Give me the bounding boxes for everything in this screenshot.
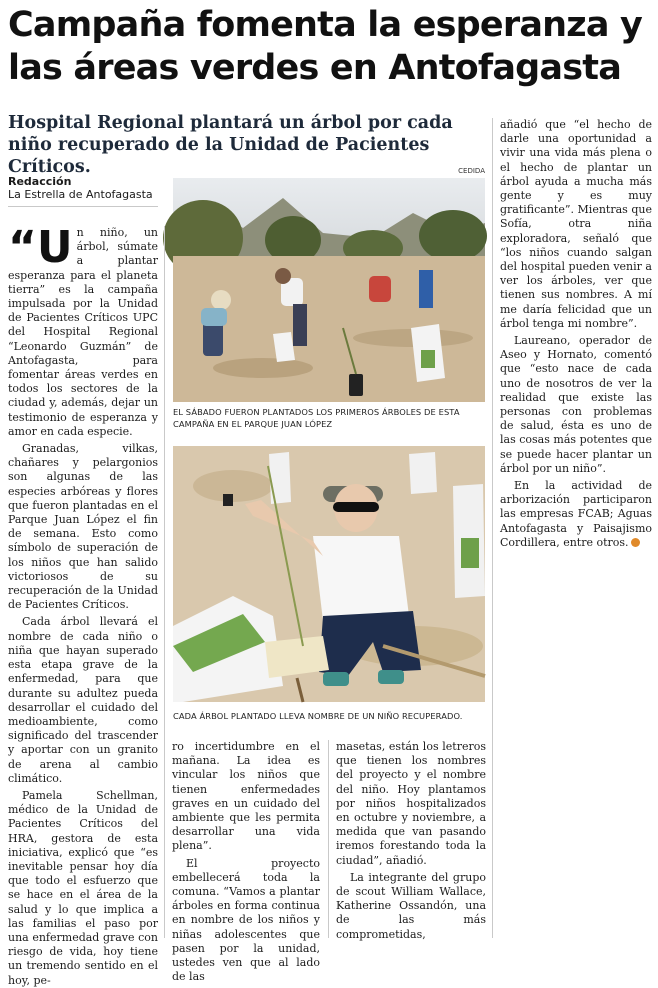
author-name: Redacción bbox=[8, 175, 72, 188]
dropcap: “U bbox=[8, 222, 73, 273]
paragraph: “U n niño, un árbol, súmate a plantar esperanza para el planeta tierra” es la campaña impulsada por la Unidad de Pacientes Críticos UPC del Hospital Regional “Leonardo Guzmán” de Antofagasta, para fomentar áreas verdes en todos los sectores de la ciudad y, además, dejar un testimonio de esperanza y amor en cada especie. bbox=[8, 222, 158, 438]
byline bbox=[8, 175, 153, 201]
paragraph: Granadas, vilkas, chañares y pelargonios son algunas de las especies arbóreas y flores que fueron plantadas en el Parque Juan López el fin de semana. Esto como símbolo de superación de los niños que han salido victoriosos de su recuperación de la Unidad de Pacientes Críticos. bbox=[8, 442, 158, 612]
byline-divider bbox=[8, 206, 158, 207]
paragraph: ro incertidumbre en el mañana. La idea es vincular los niños que tienen enfermedades graves en un cuidado del ambiente que les permita desarrollar una vida plena”. bbox=[172, 740, 320, 853]
headline: Campaña fomenta la esperanza y las áreas verdes en Antofagasta bbox=[8, 5, 643, 88]
column-2 bbox=[172, 740, 320, 984]
top-photo-caption: EL SÁBADO FUERON PLANTADOS LOS PRIMEROS ÁRBOLES DE ESTA CAMPAÑA EN EL PARQUE JUAN LÓPEZ bbox=[173, 407, 460, 429]
column-divider bbox=[164, 226, 165, 938]
paragraph: añadió que “el hecho de darle una oportunidad a vivir una vida más plena o el hecho de plantar un árbol ayuda a mucha más gente y es muy gratificante”. Mientras que Sofía, otra niña exploradora, señaló que “los niños cuando salgan del hospital pueden venir a ver los árboles, ver que tienen sus nombres. A mí me daría felicidad que un árbol tenga mi nombre”. bbox=[500, 118, 652, 330]
column-3 bbox=[336, 740, 486, 941]
publication-name: La Estrella de Antofagasta bbox=[8, 188, 153, 201]
planting-scene-image bbox=[173, 178, 485, 402]
bottom-photo-caption: CADA ÁRBOL PLANTADO LLEVA NOMBRE DE UN NIÑO RECUPERADO. bbox=[173, 711, 463, 721]
paragraph: Pamela Schellman, médico de la Unidad de Pacientes Críticos del HRA, gestora de esta iniciativa, explicó que “es inevitable pensar hoy día que todo el esfuerzo que se hace en el área de la salud y lo que implica a las familias el paso por una enfermedad grave con riesgo de vida, hoy tiene un tremendo sentido en el hoy, pe- bbox=[8, 788, 158, 987]
photo-planting-park bbox=[173, 178, 485, 402]
photo-credit: CEDIDA bbox=[458, 167, 485, 175]
paragraph: La integrante del grupo de scout William Wallace, Katherine Ossandón, una de las más comprometidas, bbox=[336, 870, 486, 941]
column-divider bbox=[492, 118, 493, 938]
end-of-article-icon bbox=[631, 538, 640, 547]
volunteer-image bbox=[173, 446, 485, 702]
paragraph: Laureano, operador de Aseo y Hornato, comentó que “esto nace de cada uno de nosotros de ver la realidad que existe las personas con problemas de salud, ésta es uno de las cosas más potentes que se puede hacer plantar un árbol por un niño”. bbox=[500, 334, 652, 475]
column-1 bbox=[8, 222, 158, 987]
paragraph: Cada árbol llevará el nombre de cada niño o niña que hayan superado esta etapa grave de la enfermedad, para que durante su adultez pueda desarrollar el cuidado del medioambiente, como significado del trascender y aportar con un granito de arena al cambio climático. bbox=[8, 615, 158, 785]
photo-volunteer-with-tree bbox=[173, 446, 485, 702]
paragraph: masetas, están los letreros que tienen los nombres del proyecto y el nombre del niño. Hoy plantamos por niños hospitalizados en octubre y noviembre, a medida que van pasando iremos forestando toda la ciudad”, añadió. bbox=[336, 740, 486, 867]
column-4 bbox=[500, 118, 652, 588]
column-divider bbox=[328, 740, 329, 938]
paragraph: El proyecto embellecerá toda la comuna. “Vamos a plantar árboles en forma continua en nombre de los niños y niñas adolescentes que pasen por la unidad, ustedes ven que al lado de las bbox=[172, 856, 320, 984]
deck-subheadline: Hospital Regional plantará un árbol por cada niño recuperado de la Unidad de Pacientes Críticos. bbox=[8, 113, 453, 177]
paragraph: En la actividad de arborización participaron las empresas FCAB; Aguas Antofagasta y Paisajismo Cordillera, entre otros. bbox=[500, 479, 652, 549]
